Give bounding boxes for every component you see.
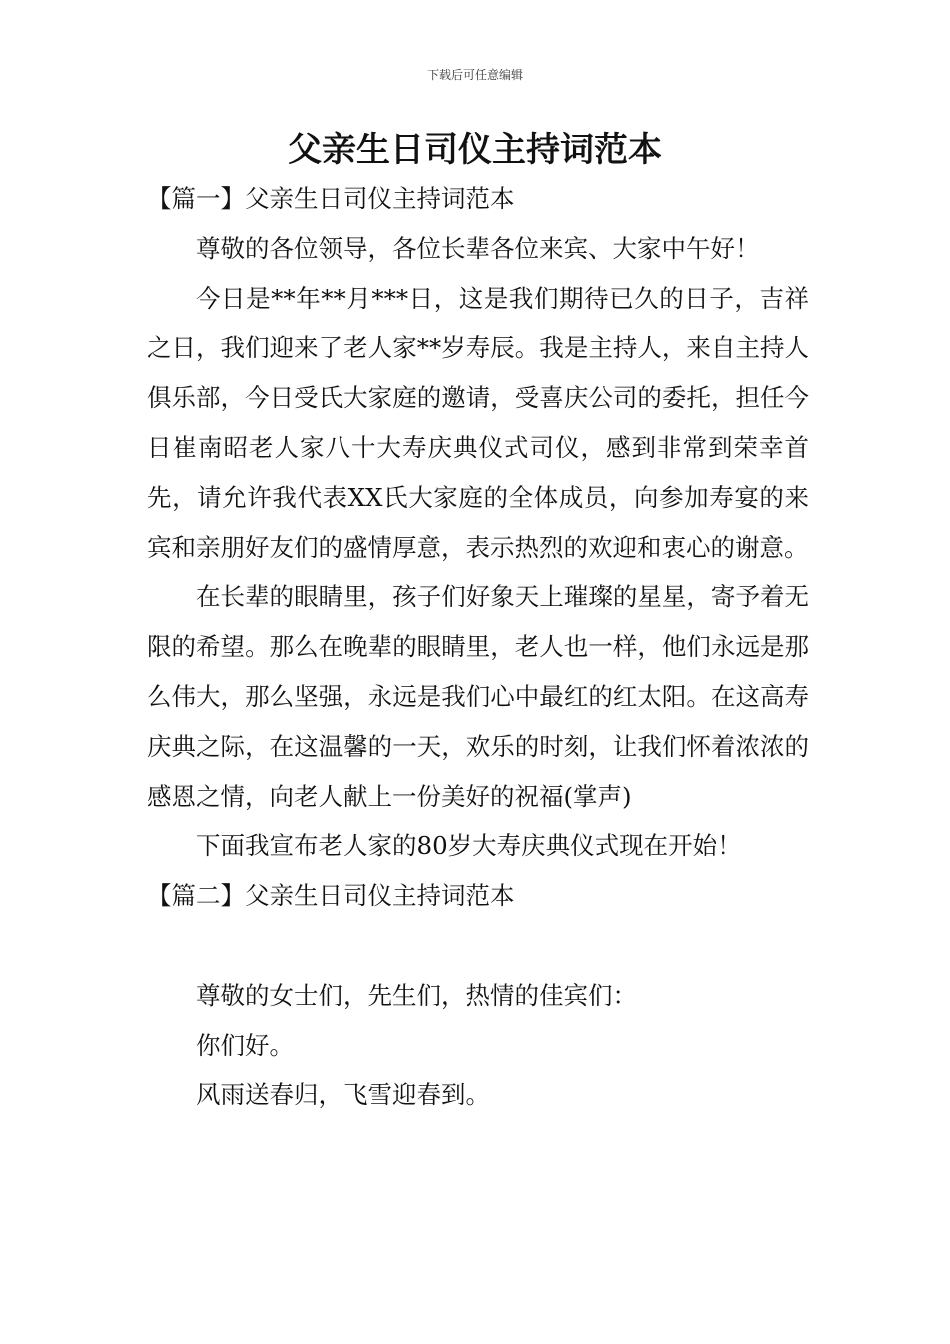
document-title: 父亲生日司仪主持词范本 bbox=[288, 130, 662, 170]
paragraph-blessing: 在长辈的眼睛里，孩子们好象天上璀璨的星星，寄予着无限的希望。那么在晚辈的眼睛里，老人也一样，他们永远是那么伟大，那么坚强，永远是我们心中最红的红太阳。在这高寿庆典之际，在这温馨的一天，欢乐的时刻，让我们怀着浓浓的感恩之情，向老人献上一份美好的祝福(掌声) bbox=[147, 582, 809, 811]
paragraph-announcement: 下面我宣布老人家的80岁大寿庆典仪式现在开始！ bbox=[196, 831, 742, 861]
line-salutation: 尊敬的女士们，先生们，热情的佳宾们： bbox=[196, 980, 637, 1010]
line-hello: 你们好。 bbox=[196, 1030, 294, 1060]
section-heading-2: 【篇二】父亲生日司仪主持词范本 bbox=[147, 881, 515, 911]
line-verse: 风雨送春归，飞雪迎春到。 bbox=[196, 1080, 490, 1110]
section-heading-1: 【篇一】父亲生日司仪主持词范本 bbox=[147, 184, 515, 213]
blank-line bbox=[147, 921, 809, 971]
paragraph-opening: 今日是**年**月***日，这是我们期待已久的日子，吉祥之日，我们迎来了老人家**岁寿辰。我是主持人，来自主持人俱乐部，今日受氏大家庭的邀请，受喜庆公司的委托，担任今日崔南昭老人家八十大寿庆典仪式司仪，感到非常到荣幸首先，请允许我代表XX氏大家庭的全体成员，向参加寿宴的来宾和亲朋好友们的盛情厚意，表示热烈的欢迎和衷心的谢意。 bbox=[147, 283, 809, 562]
paragraph-greeting: 尊敬的各位领导，各位长辈各位来宾、大家中午好！ bbox=[196, 233, 760, 263]
document-body bbox=[147, 174, 809, 1120]
header-note: 下载后可任意编辑 bbox=[426, 68, 523, 82]
